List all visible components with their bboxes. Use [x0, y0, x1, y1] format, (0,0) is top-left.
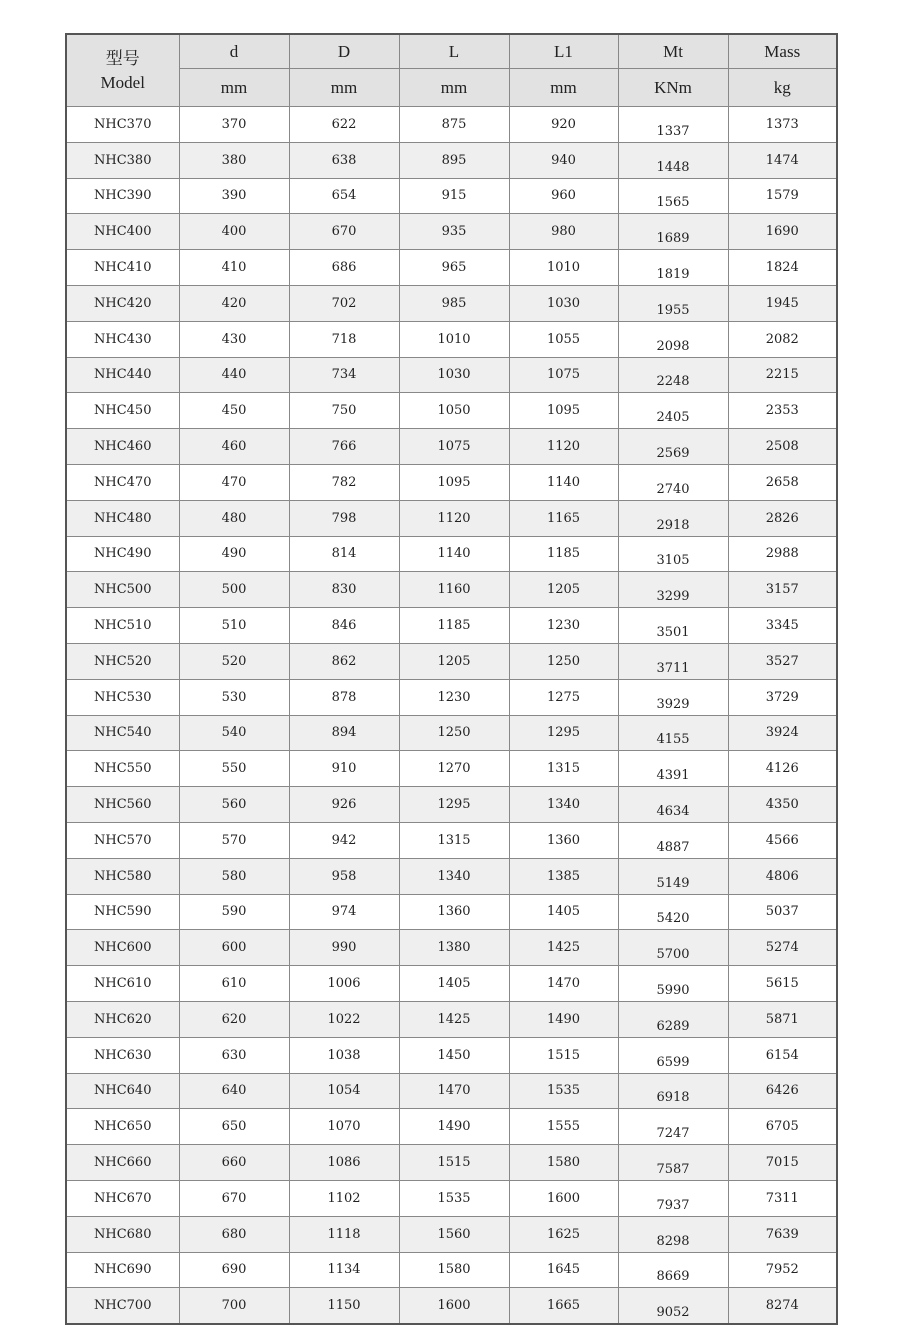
cell-mass: 4806 [728, 858, 837, 894]
cell-model: NHC530 [66, 679, 179, 715]
cell-L1: 1490 [509, 1001, 618, 1037]
cell-D: 1022 [289, 1001, 399, 1037]
cell-L1: 920 [509, 107, 618, 143]
cell-D: 1086 [289, 1145, 399, 1181]
cell-L1: 1385 [509, 858, 618, 894]
table-row [66, 178, 837, 214]
header-D: D [289, 34, 399, 69]
cell-d: 630 [179, 1037, 289, 1073]
cell-d: 470 [179, 464, 289, 500]
header-row-names [66, 34, 837, 69]
cell-model: NHC400 [66, 214, 179, 250]
cell-model: NHC380 [66, 142, 179, 178]
table-row [66, 250, 837, 286]
cell-model: NHC550 [66, 751, 179, 787]
cell-L: 935 [399, 214, 509, 250]
cell-L1: 940 [509, 142, 618, 178]
cell-d: 690 [179, 1252, 289, 1288]
cell-mass: 4126 [728, 751, 837, 787]
cell-Mt: 5420 [618, 894, 728, 930]
table-row [66, 894, 837, 930]
table-row [66, 536, 837, 572]
cell-model: NHC450 [66, 393, 179, 429]
cell-Mt: 7247 [618, 1109, 728, 1145]
cell-D: 990 [289, 930, 399, 966]
cell-L: 1450 [399, 1037, 509, 1073]
cell-Mt: 8298 [618, 1216, 728, 1252]
cell-D: 958 [289, 858, 399, 894]
cell-model: NHC560 [66, 787, 179, 823]
cell-model: NHC580 [66, 858, 179, 894]
cell-d: 700 [179, 1288, 289, 1324]
cell-model: NHC620 [66, 1001, 179, 1037]
cell-L1: 1600 [509, 1180, 618, 1216]
cell-L: 1010 [399, 321, 509, 357]
cell-Mt: 7587 [618, 1145, 728, 1181]
cell-D: 686 [289, 250, 399, 286]
cell-L1: 1030 [509, 285, 618, 321]
cell-mass: 3729 [728, 679, 837, 715]
cell-D: 1118 [289, 1216, 399, 1252]
table-row [66, 214, 837, 250]
cell-L1: 1120 [509, 429, 618, 465]
cell-L1: 1185 [509, 536, 618, 572]
cell-mass: 6705 [728, 1109, 837, 1145]
cell-L1: 1470 [509, 966, 618, 1002]
header-model [66, 34, 179, 107]
unit-L: mm [399, 69, 509, 107]
cell-model: NHC590 [66, 894, 179, 930]
cell-D: 1054 [289, 1073, 399, 1109]
cell-L: 1515 [399, 1145, 509, 1181]
cell-model: NHC630 [66, 1037, 179, 1073]
cell-L: 1030 [399, 357, 509, 393]
cell-D: 1134 [289, 1252, 399, 1288]
cell-D: 926 [289, 787, 399, 823]
cell-mass: 2508 [728, 429, 837, 465]
unit-Mt: KNm [618, 69, 728, 107]
cell-mass: 1945 [728, 285, 837, 321]
cell-D: 1038 [289, 1037, 399, 1073]
cell-Mt: 3929 [618, 679, 728, 715]
cell-L: 1295 [399, 787, 509, 823]
cell-D: 782 [289, 464, 399, 500]
cell-L: 915 [399, 178, 509, 214]
cell-L1: 1580 [509, 1145, 618, 1181]
table-row [66, 1216, 837, 1252]
cell-L1: 1205 [509, 572, 618, 608]
cell-L: 1470 [399, 1073, 509, 1109]
header-model-en: Model [100, 72, 145, 92]
cell-model: NHC670 [66, 1180, 179, 1216]
cell-d: 530 [179, 679, 289, 715]
table-row [66, 500, 837, 536]
cell-model: NHC520 [66, 643, 179, 679]
cell-mass: 2826 [728, 500, 837, 536]
cell-Mt: 7937 [618, 1180, 728, 1216]
cell-L: 1360 [399, 894, 509, 930]
cell-mass: 2082 [728, 321, 837, 357]
table-row [66, 822, 837, 858]
table-row [66, 357, 837, 393]
cell-Mt: 6918 [618, 1073, 728, 1109]
table-row [66, 966, 837, 1002]
table-row [66, 107, 837, 143]
cell-model: NHC570 [66, 822, 179, 858]
cell-mass: 5871 [728, 1001, 837, 1037]
cell-D: 1070 [289, 1109, 399, 1145]
cell-mass: 3924 [728, 715, 837, 751]
cell-mass: 3345 [728, 608, 837, 644]
cell-L: 1270 [399, 751, 509, 787]
cell-L1: 1555 [509, 1109, 618, 1145]
specification-table [65, 33, 838, 1325]
cell-Mt: 8669 [618, 1252, 728, 1288]
cell-D: 862 [289, 643, 399, 679]
cell-mass: 2658 [728, 464, 837, 500]
table-row [66, 321, 837, 357]
cell-model: NHC650 [66, 1109, 179, 1145]
header-row-units [66, 69, 837, 107]
cell-d: 480 [179, 500, 289, 536]
unit-L1: mm [509, 69, 618, 107]
cell-mass: 2353 [728, 393, 837, 429]
table-row [66, 787, 837, 823]
cell-L: 1580 [399, 1252, 509, 1288]
cell-d: 440 [179, 357, 289, 393]
cell-d: 560 [179, 787, 289, 823]
cell-D: 750 [289, 393, 399, 429]
cell-d: 410 [179, 250, 289, 286]
cell-d: 570 [179, 822, 289, 858]
cell-D: 1006 [289, 966, 399, 1002]
cell-d: 650 [179, 1109, 289, 1145]
table-row [66, 1073, 837, 1109]
table-row [66, 643, 837, 679]
cell-L: 1160 [399, 572, 509, 608]
cell-Mt: 4634 [618, 787, 728, 823]
cell-L1: 1010 [509, 250, 618, 286]
cell-model: NHC640 [66, 1073, 179, 1109]
cell-d: 590 [179, 894, 289, 930]
cell-L: 1425 [399, 1001, 509, 1037]
cell-L1: 1645 [509, 1252, 618, 1288]
cell-mass: 5274 [728, 930, 837, 966]
cell-L: 1120 [399, 500, 509, 536]
table-row [66, 285, 837, 321]
cell-Mt: 4887 [618, 822, 728, 858]
cell-Mt: 2569 [618, 429, 728, 465]
cell-mass: 7015 [728, 1145, 837, 1181]
cell-model: NHC680 [66, 1216, 179, 1252]
cell-mass: 5037 [728, 894, 837, 930]
cell-L1: 1535 [509, 1073, 618, 1109]
cell-D: 766 [289, 429, 399, 465]
cell-D: 894 [289, 715, 399, 751]
cell-model: NHC490 [66, 536, 179, 572]
cell-L: 1405 [399, 966, 509, 1002]
cell-L: 1230 [399, 679, 509, 715]
cell-D: 654 [289, 178, 399, 214]
cell-Mt: 3501 [618, 608, 728, 644]
cell-d: 580 [179, 858, 289, 894]
cell-L: 1315 [399, 822, 509, 858]
cell-mass: 8274 [728, 1288, 837, 1324]
cell-d: 600 [179, 930, 289, 966]
table-row [66, 1145, 837, 1181]
cell-L1: 1275 [509, 679, 618, 715]
cell-d: 370 [179, 107, 289, 143]
cell-d: 450 [179, 393, 289, 429]
cell-L: 1560 [399, 1216, 509, 1252]
header-L1: L1 [509, 34, 618, 69]
table-row [66, 572, 837, 608]
cell-D: 1102 [289, 1180, 399, 1216]
cell-L1: 1340 [509, 787, 618, 823]
cell-L1: 980 [509, 214, 618, 250]
cell-L1: 1665 [509, 1288, 618, 1324]
header-model-cn: 型号 [105, 48, 140, 68]
table-row [66, 142, 837, 178]
table-row [66, 1288, 837, 1324]
cell-d: 400 [179, 214, 289, 250]
cell-model: NHC610 [66, 966, 179, 1002]
cell-mass: 7311 [728, 1180, 837, 1216]
cell-L: 1380 [399, 930, 509, 966]
cell-D: 734 [289, 357, 399, 393]
table-row [66, 393, 837, 429]
cell-Mt: 9052 [618, 1288, 728, 1324]
cell-d: 430 [179, 321, 289, 357]
cell-d: 520 [179, 643, 289, 679]
cell-L: 875 [399, 107, 509, 143]
cell-L: 1490 [399, 1109, 509, 1145]
cell-L: 895 [399, 142, 509, 178]
cell-mass: 1474 [728, 142, 837, 178]
cell-mass: 1824 [728, 250, 837, 286]
cell-model: NHC480 [66, 500, 179, 536]
cell-Mt: 6599 [618, 1037, 728, 1073]
table-row [66, 1037, 837, 1073]
cell-Mt: 5990 [618, 966, 728, 1002]
table-row [66, 429, 837, 465]
cell-d: 660 [179, 1145, 289, 1181]
table-row [66, 1252, 837, 1288]
cell-L: 1340 [399, 858, 509, 894]
cell-Mt: 4391 [618, 751, 728, 787]
cell-D: 846 [289, 608, 399, 644]
cell-mass: 2215 [728, 357, 837, 393]
cell-L1: 1055 [509, 321, 618, 357]
cell-Mt: 3299 [618, 572, 728, 608]
cell-model: NHC700 [66, 1288, 179, 1324]
cell-model: NHC510 [66, 608, 179, 644]
cell-d: 500 [179, 572, 289, 608]
unit-d: mm [179, 69, 289, 107]
cell-d: 490 [179, 536, 289, 572]
cell-model: NHC390 [66, 178, 179, 214]
cell-Mt: 1689 [618, 214, 728, 250]
cell-model: NHC470 [66, 464, 179, 500]
cell-Mt: 1955 [618, 285, 728, 321]
cell-Mt: 2098 [618, 321, 728, 357]
cell-d: 540 [179, 715, 289, 751]
cell-d: 390 [179, 178, 289, 214]
cell-L1: 960 [509, 178, 618, 214]
cell-model: NHC370 [66, 107, 179, 143]
cell-L1: 1140 [509, 464, 618, 500]
table-row [66, 1180, 837, 1216]
cell-mass: 1579 [728, 178, 837, 214]
cell-model: NHC540 [66, 715, 179, 751]
cell-Mt: 1448 [618, 142, 728, 178]
cell-model: NHC430 [66, 321, 179, 357]
cell-mass: 3527 [728, 643, 837, 679]
cell-mass: 7952 [728, 1252, 837, 1288]
cell-L1: 1425 [509, 930, 618, 966]
table-row [66, 715, 837, 751]
cell-D: 1150 [289, 1288, 399, 1324]
cell-d: 380 [179, 142, 289, 178]
cell-mass: 6154 [728, 1037, 837, 1073]
cell-model: NHC600 [66, 930, 179, 966]
cell-Mt: 3105 [618, 536, 728, 572]
header-Mt: Mt [618, 34, 728, 69]
cell-D: 622 [289, 107, 399, 143]
cell-model: NHC460 [66, 429, 179, 465]
cell-d: 620 [179, 1001, 289, 1037]
cell-L1: 1250 [509, 643, 618, 679]
cell-L: 1095 [399, 464, 509, 500]
cell-L: 1075 [399, 429, 509, 465]
cell-D: 974 [289, 894, 399, 930]
cell-D: 910 [289, 751, 399, 787]
cell-model: NHC420 [66, 285, 179, 321]
header-L: L [399, 34, 509, 69]
cell-Mt: 5700 [618, 930, 728, 966]
cell-L1: 1075 [509, 357, 618, 393]
cell-Mt: 2405 [618, 393, 728, 429]
cell-L: 1535 [399, 1180, 509, 1216]
cell-L1: 1230 [509, 608, 618, 644]
cell-L1: 1405 [509, 894, 618, 930]
cell-L1: 1360 [509, 822, 618, 858]
cell-mass: 2988 [728, 536, 837, 572]
cell-model: NHC440 [66, 357, 179, 393]
cell-L1: 1295 [509, 715, 618, 751]
table-row [66, 1109, 837, 1145]
table-row [66, 930, 837, 966]
cell-Mt: 1565 [618, 178, 728, 214]
cell-mass: 4566 [728, 822, 837, 858]
cell-mass: 5615 [728, 966, 837, 1002]
cell-Mt: 5149 [618, 858, 728, 894]
cell-Mt: 2248 [618, 357, 728, 393]
cell-D: 670 [289, 214, 399, 250]
cell-L1: 1165 [509, 500, 618, 536]
cell-Mt: 1337 [618, 107, 728, 143]
cell-mass: 7639 [728, 1216, 837, 1252]
cell-d: 550 [179, 751, 289, 787]
cell-mass: 6426 [728, 1073, 837, 1109]
cell-model: NHC690 [66, 1252, 179, 1288]
cell-Mt: 2740 [618, 464, 728, 500]
cell-L: 985 [399, 285, 509, 321]
cell-d: 610 [179, 966, 289, 1002]
cell-L: 1205 [399, 643, 509, 679]
cell-d: 510 [179, 608, 289, 644]
cell-mass: 1690 [728, 214, 837, 250]
cell-Mt: 3711 [618, 643, 728, 679]
cell-D: 638 [289, 142, 399, 178]
unit-D: mm [289, 69, 399, 107]
cell-d: 680 [179, 1216, 289, 1252]
cell-mass: 1373 [728, 107, 837, 143]
cell-D: 718 [289, 321, 399, 357]
cell-D: 942 [289, 822, 399, 858]
cell-Mt: 1819 [618, 250, 728, 286]
table-row [66, 858, 837, 894]
cell-L1: 1095 [509, 393, 618, 429]
cell-Mt: 6289 [618, 1001, 728, 1037]
cell-D: 830 [289, 572, 399, 608]
cell-Mt: 4155 [618, 715, 728, 751]
cell-L: 1185 [399, 608, 509, 644]
cell-L1: 1625 [509, 1216, 618, 1252]
cell-mass: 4350 [728, 787, 837, 823]
cell-D: 702 [289, 285, 399, 321]
table-row [66, 464, 837, 500]
table-row [66, 751, 837, 787]
cell-L: 1600 [399, 1288, 509, 1324]
cell-model: NHC660 [66, 1145, 179, 1181]
cell-D: 814 [289, 536, 399, 572]
cell-d: 460 [179, 429, 289, 465]
header-d: d [179, 34, 289, 69]
cell-d: 670 [179, 1180, 289, 1216]
cell-L: 1250 [399, 715, 509, 751]
cell-model: NHC410 [66, 250, 179, 286]
cell-D: 878 [289, 679, 399, 715]
cell-L: 965 [399, 250, 509, 286]
table-row [66, 1001, 837, 1037]
cell-L: 1140 [399, 536, 509, 572]
cell-Mt: 2918 [618, 500, 728, 536]
table-body [66, 107, 837, 1325]
cell-d: 420 [179, 285, 289, 321]
cell-mass: 3157 [728, 572, 837, 608]
table-row [66, 608, 837, 644]
table-row [66, 679, 837, 715]
cell-L1: 1315 [509, 751, 618, 787]
cell-L1: 1515 [509, 1037, 618, 1073]
cell-L: 1050 [399, 393, 509, 429]
unit-mass: kg [728, 69, 837, 107]
header-mass: Mass [728, 34, 837, 69]
cell-d: 640 [179, 1073, 289, 1109]
cell-D: 798 [289, 500, 399, 536]
cell-model: NHC500 [66, 572, 179, 608]
